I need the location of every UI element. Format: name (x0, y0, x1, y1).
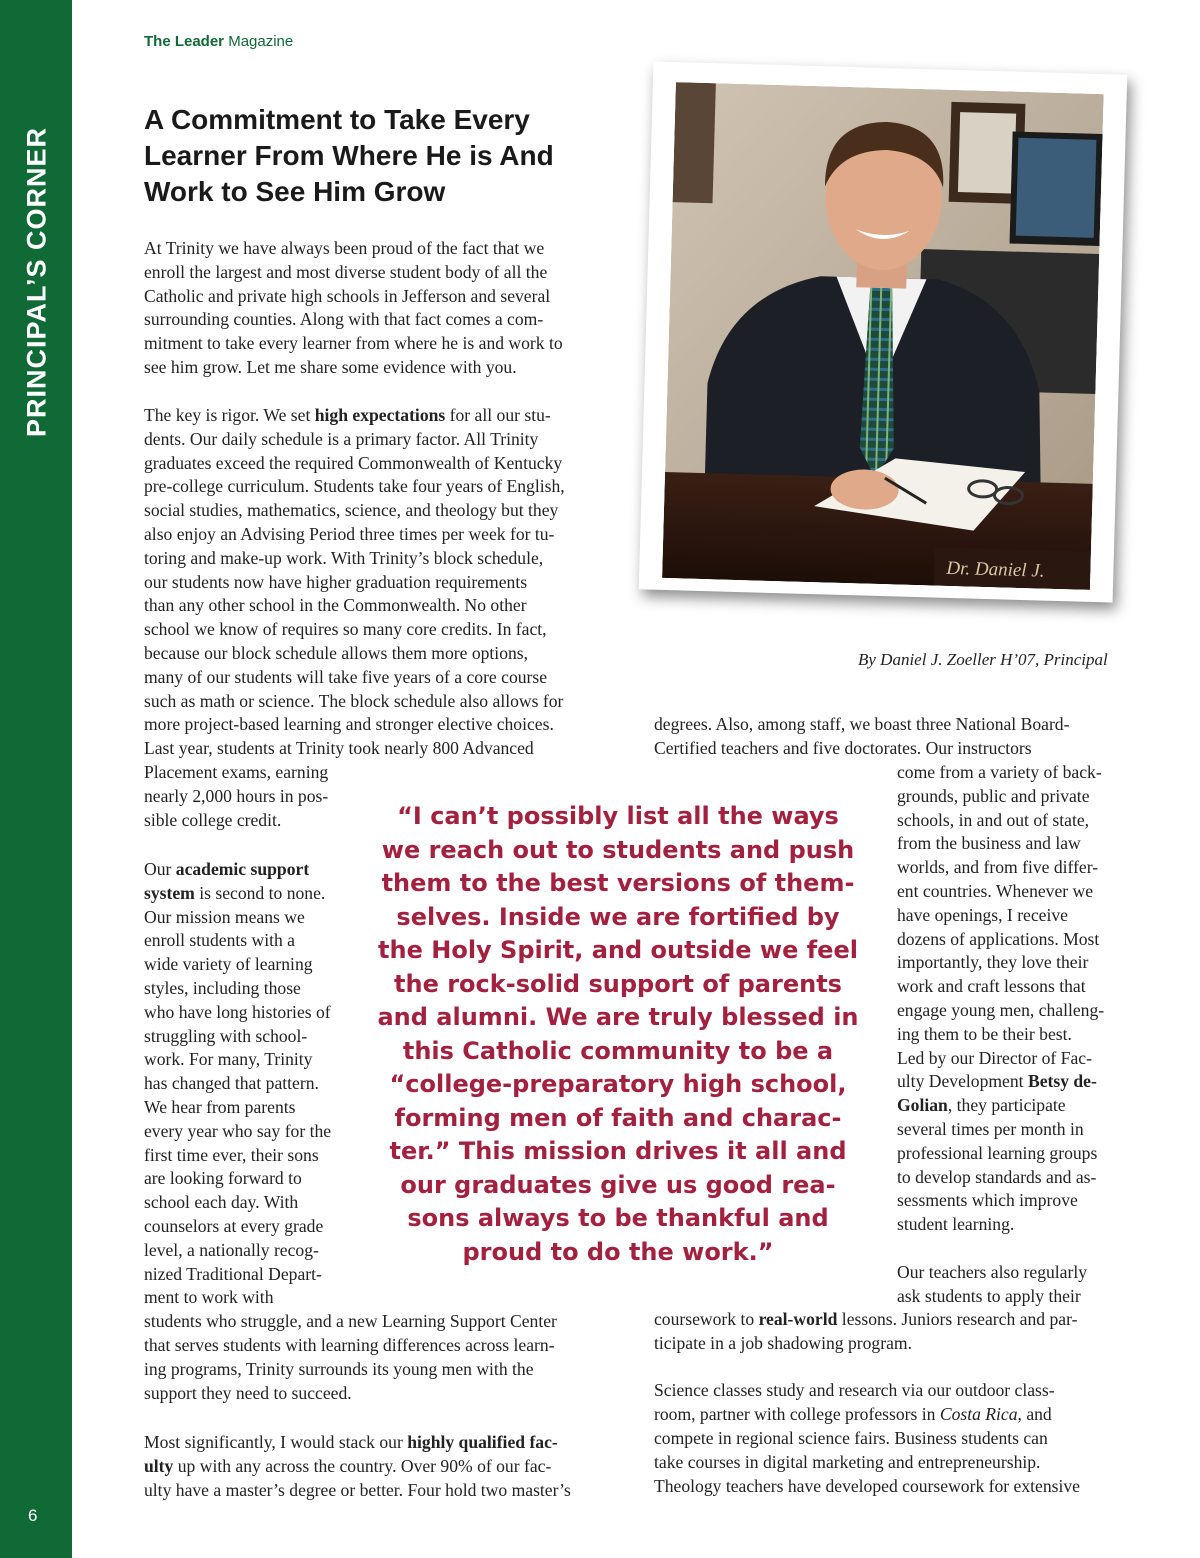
text-line: surrounding counties. Along with that fact comes a com- (144, 309, 544, 330)
principal-photo-image (662, 82, 1104, 590)
text-line: take courses in digital marketing and entrepreneurship. (654, 1451, 1041, 1472)
text-line: Certified teachers and five doctorates. Our instructors (654, 737, 1032, 758)
text-line: school each day. With (144, 1192, 299, 1213)
text-line: grounds, public and private (897, 785, 1090, 806)
quote-line: them to the best versions of them- (381, 869, 855, 897)
bold-golian: Golian (897, 1095, 948, 1116)
text-line: every year who say for the (144, 1120, 332, 1141)
text-line: importantly, they love their (897, 952, 1089, 973)
bold-academic-support: academic support (175, 859, 310, 879)
text-line: Golian, they participate (897, 1095, 1066, 1116)
text-line: sessments which improve (897, 1190, 1078, 1211)
text-line: Theology teachers have developed coursework for extensive (654, 1475, 1080, 1496)
quote-line: “I can’t possibly list all the ways (397, 802, 839, 830)
text-line: professional learning groups (897, 1142, 1098, 1163)
text-line: worlds, and from five differ- (897, 857, 1099, 878)
text-line: several times per month in (897, 1118, 1084, 1139)
quote-line: proud to do the work.” (462, 1237, 774, 1266)
text-line: school we know of requires so many core credits. In fact, (144, 619, 547, 640)
text-line: Placement exams, earning (144, 761, 329, 782)
text-line: to develop standards and as- (897, 1166, 1097, 1187)
text-line: our students now have higher graduation requirements (144, 571, 528, 592)
text-line: ment to work with (144, 1287, 274, 1308)
text-line: styles, including those (144, 977, 301, 998)
text-line: At Trinity we have always been proud of the fact that we (144, 238, 545, 258)
quote-line: and alumni. We are truly blessed in (377, 1003, 859, 1031)
paragraph-rigor (144, 404, 565, 832)
text-line: has changed that pattern. (144, 1073, 319, 1094)
title-line: Work to See Him Grow (144, 176, 446, 207)
text-line: support they need to succeed. (144, 1382, 352, 1403)
paragraph-intro (144, 237, 563, 380)
text-line: ent countries. Whenever we (897, 880, 1094, 901)
picture-frame-inner (958, 112, 1016, 194)
quote-line: this Catholic community to be a (402, 1036, 834, 1065)
masthead (144, 33, 293, 50)
text-line: We hear from parents (144, 1096, 296, 1117)
quote-line: forming men of faith and charac- (394, 1103, 842, 1132)
text-line: pre-college curriculum. Students take four years of English, (144, 476, 565, 497)
text-line: many of our students will take five years of a core course (144, 666, 548, 687)
text-line: level, a nationally recog- (144, 1239, 319, 1260)
text-line: room, partner with college professors in Costa Rica, and (654, 1404, 1052, 1425)
text-line: have openings, I receive (897, 904, 1068, 925)
text-line: ulty Development Betsy de- (897, 1071, 1097, 1092)
text-line: The key is rigor. We set high expectations for all our stu- (144, 405, 551, 425)
quote-line: the Holy Spirit, and outside we feel (378, 936, 858, 964)
monitor-screen (1016, 138, 1097, 238)
text-line: mitment to take every learner from where he is and work to (144, 333, 563, 354)
text-line: see him grow. Let me share some evidence with you. (144, 356, 517, 377)
title-line: Learner From Where He is And (144, 140, 554, 171)
text-line: Last year, students at Trinity took nearly 800 Advanced (144, 738, 534, 759)
col2-bottom (654, 1308, 1080, 1498)
quote-line: sons always to be thankful and (407, 1204, 829, 1232)
text-line: students who struggle, and a new Learning Support Center (144, 1311, 557, 1332)
byline: By Daniel J. Zoeller H’07, Principal (858, 650, 1108, 669)
text-line: enroll the largest and most diverse student body of all the (144, 261, 548, 282)
text-line: social studies, mathematics, science, and theology but they (144, 500, 559, 521)
text-line: that serves students with learning differences across learn- (144, 1334, 555, 1355)
text-line: from the business and law (897, 833, 1081, 854)
bold-betsy: Betsy de- (1027, 1071, 1097, 1092)
text-line: because our block schedule allows them more options, (144, 642, 529, 663)
text-line: ing them to be their best. (897, 1023, 1072, 1044)
text-line: Our teachers also regularly (897, 1261, 1088, 1282)
text-line: also enjoy an Advising Period three times per week for tu- (144, 523, 555, 544)
text-line: toring and make-up work. With Trinity’s block schedule, (144, 547, 544, 568)
article-title (144, 102, 644, 210)
text-line: nearly 2,000 hours in pos- (144, 785, 329, 806)
text-line: schools, in and out of state, (897, 809, 1090, 830)
text-line: system is second to none. (144, 882, 326, 903)
col2-narrow (897, 761, 1104, 1308)
text-line: work. For many, Trinity (144, 1049, 313, 1070)
text-line: ticipate in a job shadowing program. (654, 1332, 912, 1353)
text-line: come from a variety of back- (897, 762, 1102, 782)
text-line: ulty have a master’s degree or better. Four hold two master’s (144, 1479, 571, 1500)
text-line: coursework to real-world lessons. Juniors research and par- (654, 1309, 1078, 1329)
text-line: ulty up with any across the country. Over 90% of our fac- (144, 1455, 552, 1476)
bold-real-world: real-world (758, 1309, 838, 1329)
text-line: first time ever, their sons (144, 1144, 319, 1165)
text-line: who have long histories of (144, 1001, 331, 1022)
section-label: PRINCIPAL’S CORNER (21, 126, 52, 438)
text-line: enroll students with a (144, 930, 295, 951)
quote-line: we reach out to students and push (381, 835, 855, 864)
italic-costa-rica: Costa Rica (939, 1404, 1018, 1425)
text-line: counselors at every grade (144, 1215, 324, 1236)
text-line: dozens of applications. Most (897, 928, 1100, 949)
blank-line (897, 1237, 1104, 1261)
col2-top (654, 713, 1069, 761)
principal-photo-frame (639, 61, 1128, 602)
text-line: engage young men, challeng- (897, 999, 1105, 1020)
text-line: ing programs, Trinity surrounds its young men with the (144, 1358, 534, 1379)
page-number: 6 (28, 1506, 38, 1525)
text-line: more project-based learning and stronger elective choices. (144, 714, 554, 735)
text-line: Science classes study and research via our outdoor class- (654, 1380, 1055, 1401)
masthead-name-bold: The Leader (144, 33, 225, 50)
quote-line: the rock-solid support of parents (394, 969, 842, 998)
blank-line (654, 1356, 1080, 1380)
text-line: Led by our Director of Fac- (897, 1047, 1092, 1068)
door-frame (673, 82, 716, 203)
text-line: sible college credit. (144, 809, 282, 830)
quote-line: selves. Inside we are fortified by (396, 902, 840, 931)
section-sidebar (0, 0, 72, 1558)
nameplate-text: Dr. Daniel J. (946, 557, 1045, 582)
title-line: A Commitment to Take Every (144, 104, 530, 135)
text-line: student learning. (897, 1214, 1015, 1235)
text-line: Most significantly, I would stack our highly qualified fac- (144, 1432, 558, 1452)
text-line: work and craft lessons that (897, 976, 1086, 997)
text-line: such as math or science. The block schedule also allows for (144, 690, 564, 711)
text-line: wide variety of learning (144, 954, 313, 975)
bold-highly-qualified: highly qualified fac- (407, 1432, 558, 1452)
bold-ulty: ulty (144, 1455, 174, 1476)
text-line: Catholic and private high schools in Jefferson and several (144, 285, 551, 306)
text-line: than any other school in the Commonwealth. No other (144, 595, 527, 616)
text-line: degrees. Also, among staff, we boast three National Board- (654, 714, 1070, 734)
principal-photo (662, 82, 1104, 590)
paragraph-faculty (144, 1431, 571, 1502)
text-line: Our academic support (144, 859, 310, 879)
bold-high-expectations: high expectations (314, 405, 446, 425)
text-line: ask students to apply their (897, 1285, 1081, 1306)
quote-line: ter.” This mission drives it all and (389, 1137, 847, 1165)
quote-line: our graduates give us good rea- (400, 1170, 836, 1199)
text-line: compete in regional science fairs. Business students can (654, 1427, 1048, 1448)
text-line: dents. Our daily schedule is a primary factor. All Trinity (144, 428, 539, 449)
quote-line: “college-preparatory high school, (389, 1070, 847, 1098)
text-line: struggling with school- (144, 1025, 308, 1046)
pull-quote (362, 800, 874, 1269)
text-line: are looking forward to (144, 1168, 302, 1189)
masthead-name-rest: Magazine (228, 33, 294, 50)
text-line: graduates exceed the required Commonwealth of Kentucky (144, 452, 563, 473)
bold-system: system (144, 882, 195, 903)
text-line: Our mission means we (144, 906, 305, 927)
text-line: nized Traditional Depart- (144, 1263, 322, 1284)
